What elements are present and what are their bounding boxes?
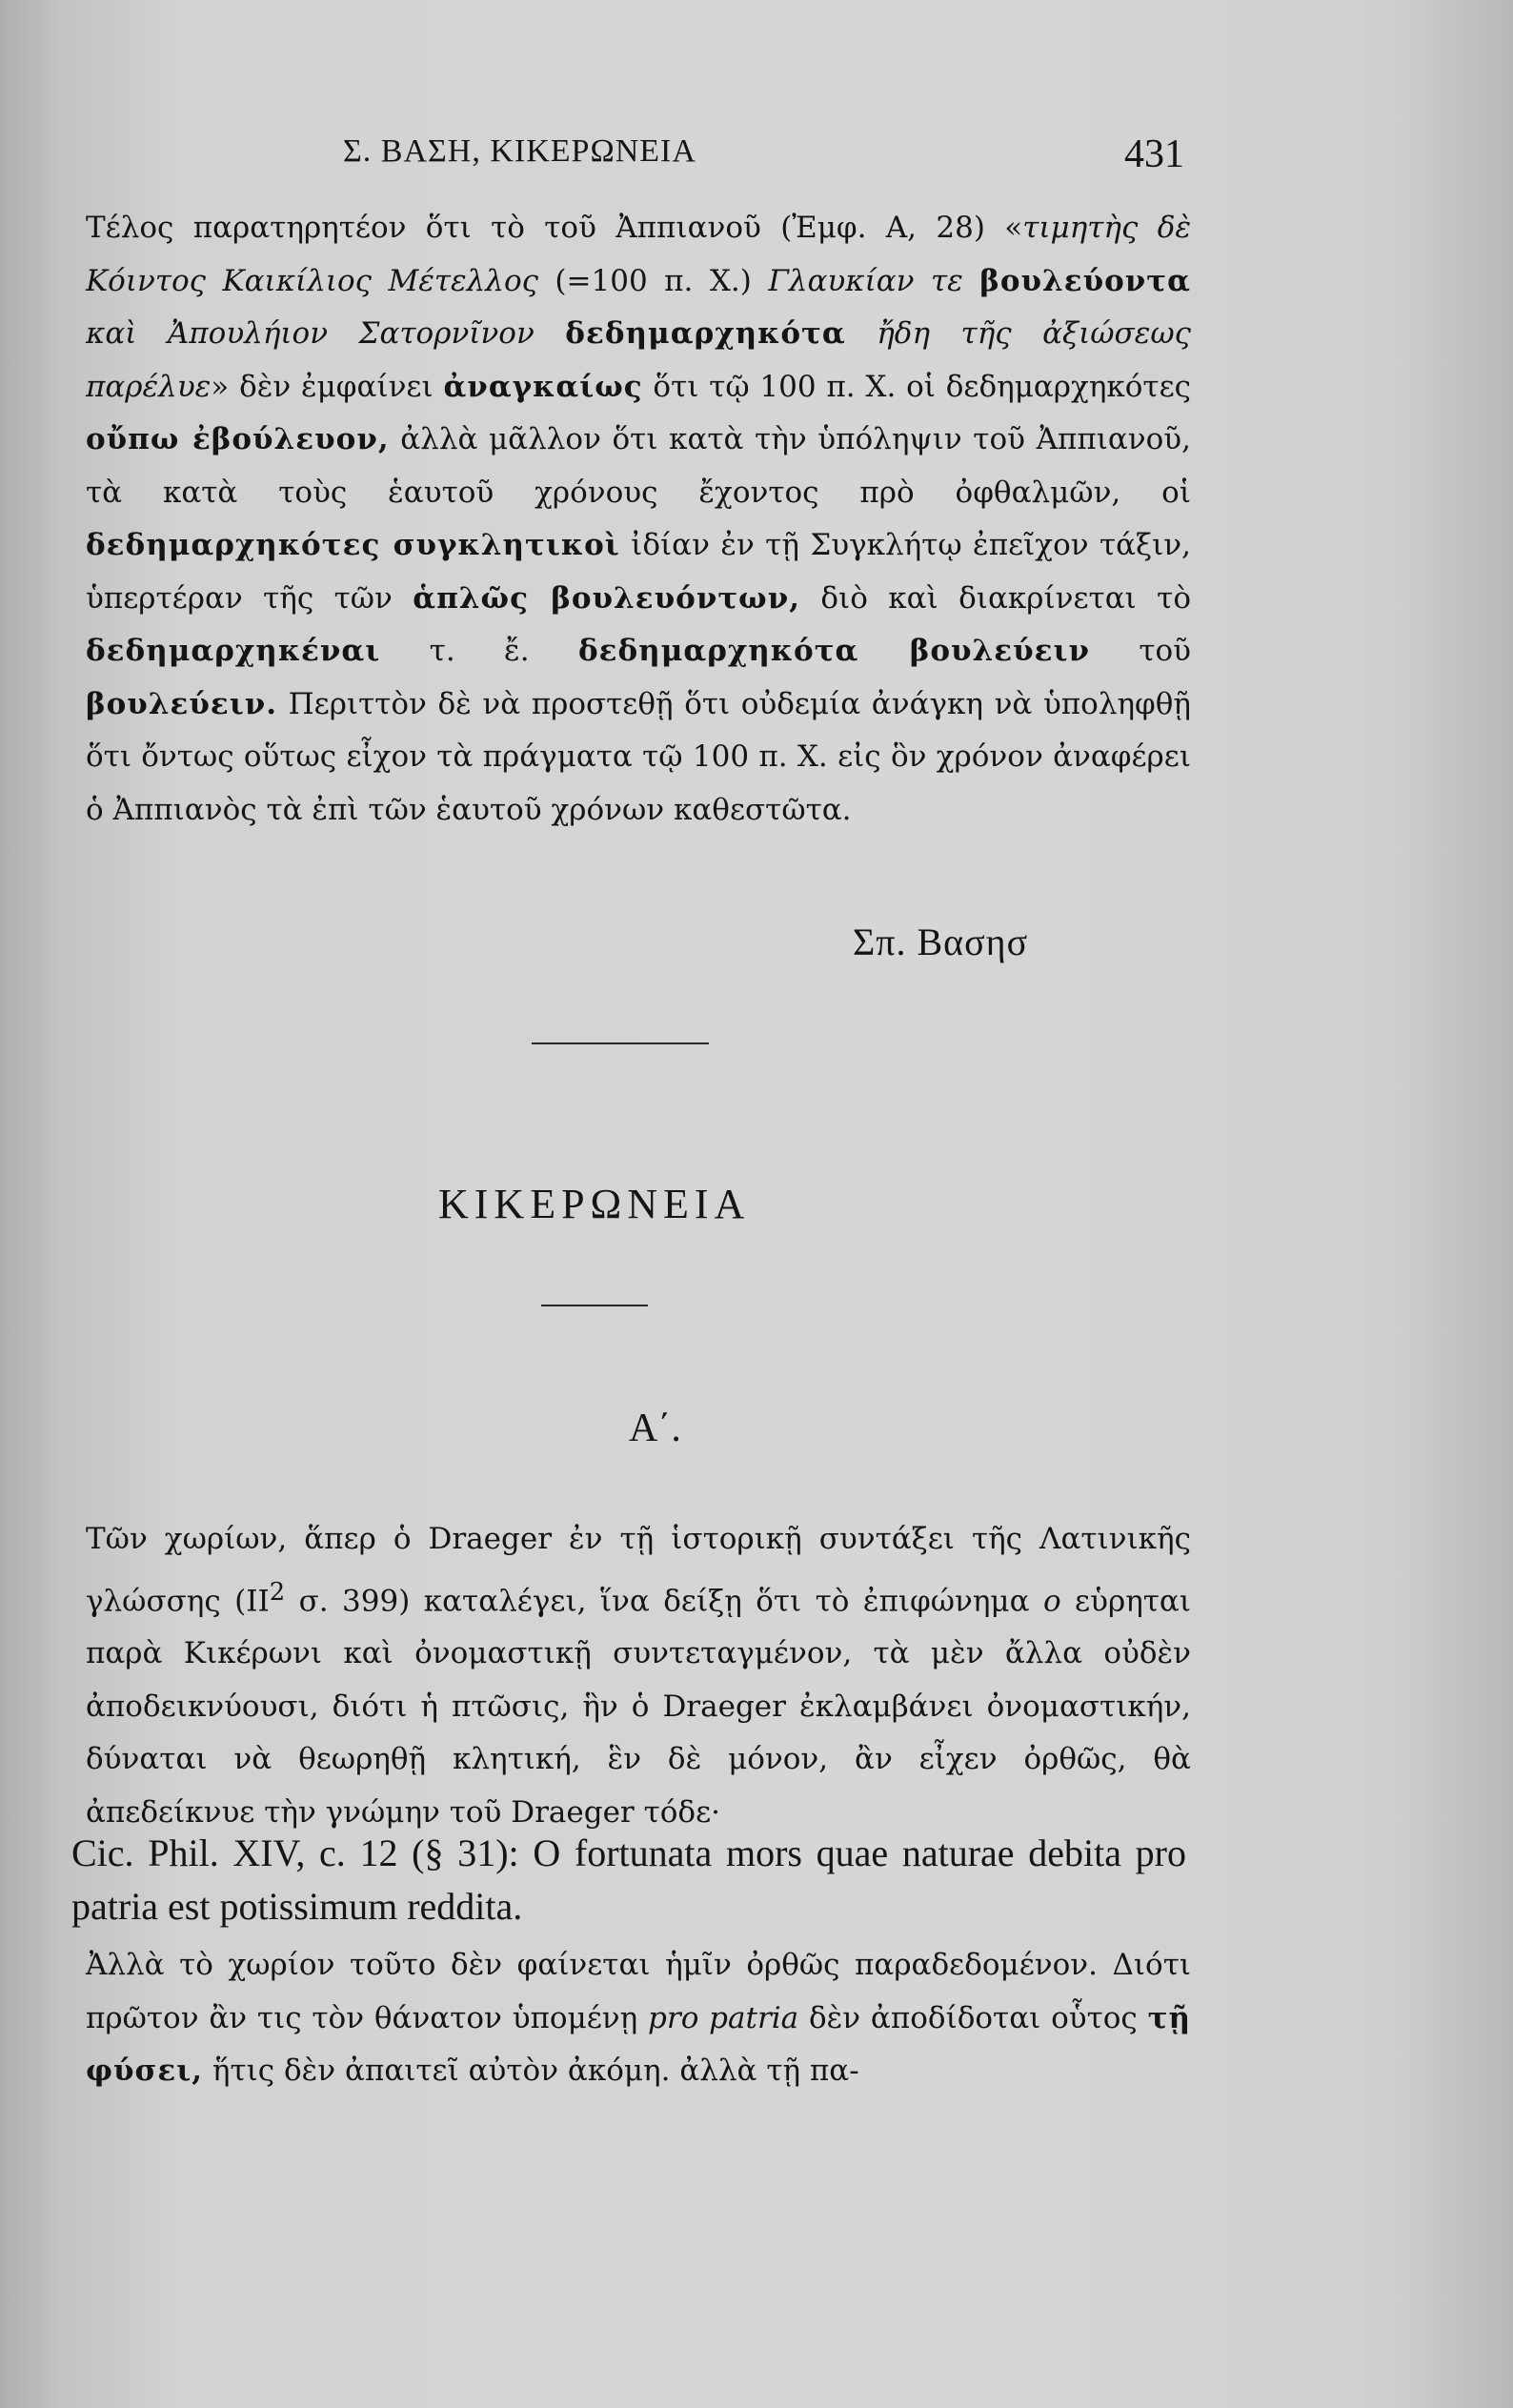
spaced-term: τῇ φύσει,: [86, 2000, 1191, 2088]
spaced-term: δεδημαρχηκότα: [565, 316, 846, 351]
text-span: » δὲν ἐμφαίνει: [211, 369, 444, 404]
text-span: ὅτι τῷ 100 π. Χ. οἱ δεδημαρχηκότες: [642, 369, 1192, 404]
italic-quote: Γλαυκίαν τε: [768, 263, 963, 298]
italic-term: pro patria: [648, 2000, 799, 2035]
text-span: τοῦ: [1089, 634, 1192, 668]
spaced-term: ἁπλῶς βουλευόντων,: [413, 580, 800, 616]
text-span: Τέλος παρατηρητέον ὅτι τὸ τοῦ Ἀππιανοῦ (Ἐμφ. Α, 28) «: [86, 211, 1023, 245]
text-span: Τῶν χωρίων, ἅπερ ὁ Draeger ἐν τῇ ἱστορικῇ συντάξει τῆς Λατινικῆς γλώσσης (II: [86, 1522, 1191, 1618]
final-paragraph: [86, 1939, 1191, 2098]
divider-rule: [541, 1305, 648, 1306]
section-title: ΚΙΚΕΡΩΝΕΙΑ: [438, 1181, 751, 1227]
text-span: ἰδίαν ἐν τῇ Συγκλήτῳ ἐπεῖχον τάξιν, ὑπερτέραν τῆς τῶν: [86, 528, 1191, 616]
italic-quote: ἤδη τῆς ἀξιώσεως παρέλυε: [86, 316, 1191, 404]
spaced-term: ἀναγκαίως: [443, 369, 643, 404]
text-span: τ. ἔ.: [380, 634, 578, 668]
spaced-term: βουλεύειν.: [86, 686, 278, 721]
spaced-term: δεδημαρχηκέναι: [86, 634, 381, 668]
spaced-term: δεδημαρχηκότες συγκλητικοὶ: [86, 528, 620, 562]
spaced-term: δεδημαρχηκότα βουλεύειν: [577, 634, 1090, 668]
text-span: σ. 399) καταλέγει, ἵνα δείξῃ ὅτι τὸ ἐπιφώνημα: [285, 1583, 1043, 1618]
subsection-heading: Α΄.: [629, 1406, 681, 1450]
author-signature: Σπ. Βασησ: [853, 921, 1029, 963]
text-span: Περιττὸν δὲ νὰ προστεθῇ ὅτι οὐδεμία ἀνάγκη νὰ ὑποληφθῇ ὅτι ὄντως οὕτως εἶχον τὰ πράγματα τῷ 100 π. Χ. εἰς ὃν χρόνον ἀναφέρει ὁ Ἀππιανὸς τὰ ἐπὶ τῶν ἑαυτοῦ χρόνων καθεστῶτα.: [86, 686, 1191, 827]
top-paragraph: [86, 202, 1191, 837]
text-span: εὑρηται παρὰ Κικέρωνι καὶ ὀνομαστικῇ συντεταγμένον, τὰ μὲν ἄλλα οὐδὲν ἀποδεικνύουσι, διότι ἡ πτῶσις, ἣν ὁ Draeger ἐκλαμβάνει ὀνομαστικήν, δύναται νὰ θεωρηθῇ κλητική, ἓν δὲ μόνον, ἂν εἶχεν ὀρθῶς, θὰ ἀπεδείκνυε τὴν γνώμην τοῦ Draeger τόδε·: [86, 1583, 1191, 1830]
superscript: 2: [269, 1577, 286, 1607]
divider-rule: [532, 1042, 709, 1044]
italic-quote: τιμητὴς δὲ Κόιντος Καικίλιος Μέτελλος: [86, 211, 1191, 298]
running-title: Σ. ΒΑΣΗ, ΚΙΚΕΡΩΝΕΙΑ: [343, 133, 696, 169]
text-span: Ἀλλὰ τὸ χωρίον τοῦτο δὲν φαίνεται ἡμῖν ὀρθῶς παραδεδομένον. Διότι πρῶτον ἂν τις τὸν θάνατον ὑπομένῃ: [86, 1948, 1191, 2035]
text-span: ἥτις δὲν ἀπαιτεῖ αὐτὸν ἀκόμη. ἀλλὰ τῇ πα-: [203, 2054, 859, 2088]
spaced-term: οὔπω ἐβούλευον,: [86, 422, 390, 456]
text-span: (=100 π. Χ.): [537, 263, 769, 298]
italic-term: o: [1042, 1583, 1061, 1618]
body-paragraph: [86, 1513, 1191, 1839]
page-number: 431: [1124, 132, 1184, 176]
spaced-term: βουλεύοντα: [979, 263, 1191, 298]
text-span: δὲν ἀποδίδοται οὗτος: [798, 2000, 1148, 2035]
italic-quote: καὶ Ἀπουλήιον Σατορνῖνον: [86, 316, 566, 351]
text-span: διὸ καὶ διακρίνεται τὸ: [800, 580, 1191, 616]
latin-quote: Cic. Phil. XIV, c. 12 (§ 31): O fortunata mors quae naturae debita pro patria est potissimum reddita.: [71, 1831, 1186, 1928]
text-span: ἀλλὰ μᾶλλον ὅτι κατὰ τὴν ὑπόληψιν τοῦ Ἀππιανοῦ, τὰ κατὰ τοὺς ἑαυτοῦ χρόνους ἔχοντος πρὸ ὀφθαλμῶν, οἱ: [86, 422, 1192, 510]
